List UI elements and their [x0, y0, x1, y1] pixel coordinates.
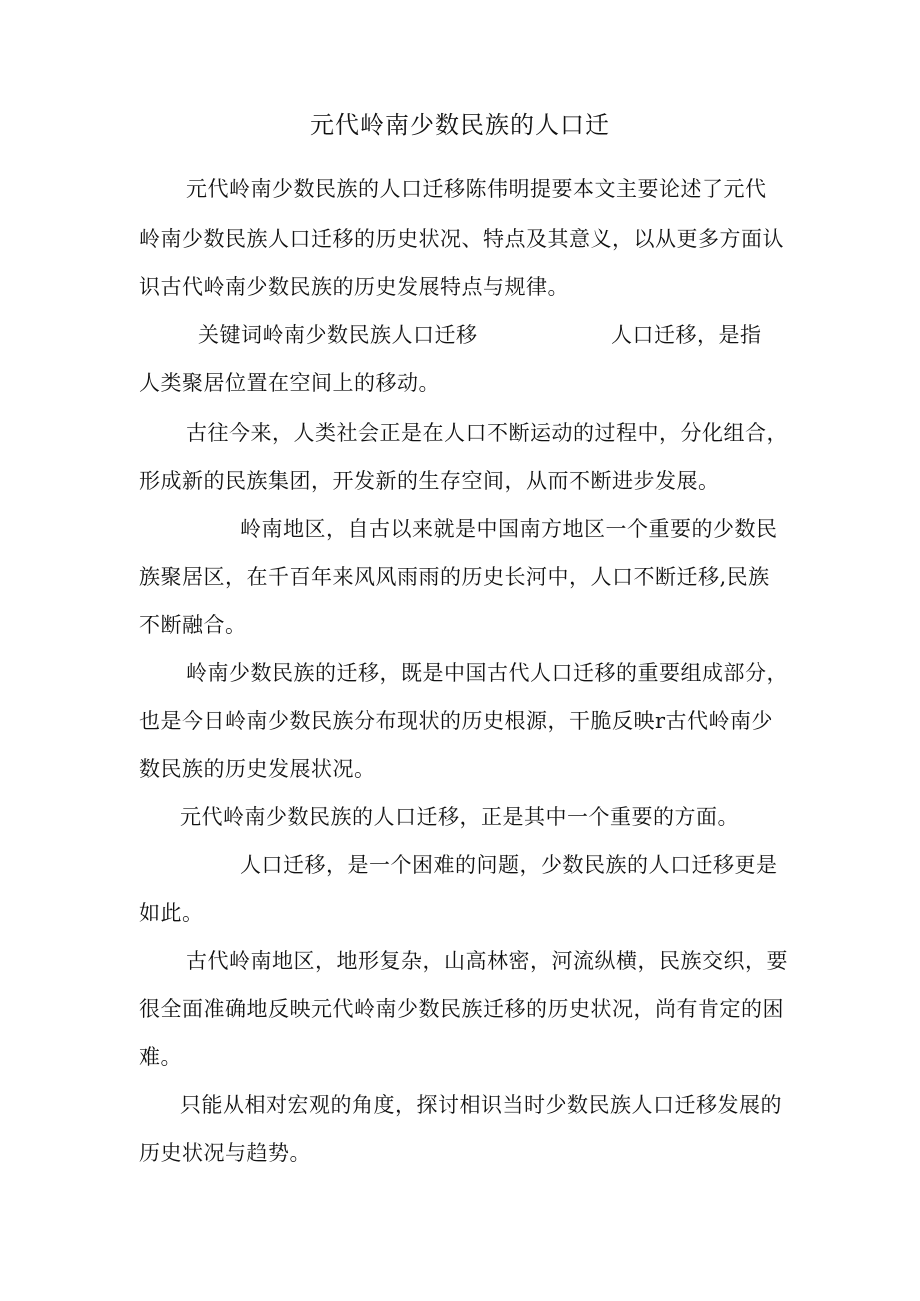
- paragraph-line: 识古代岭南少数民族的历史发展特点与规律。: [139, 275, 569, 299]
- paragraph-line: 不断融合。: [139, 613, 247, 637]
- paragraph-line: 难。: [139, 1045, 182, 1069]
- paragraph-line: 人类聚居位置在空间上的移动。: [139, 371, 440, 395]
- paragraph-line: 族聚居区，在千百年来风风雨雨的历史长河中，人口不断迁移,民族: [139, 565, 770, 589]
- paragraph-line: 古往今来，人类社会正是在人口不断运动的过程中，分化组合，: [186, 421, 788, 445]
- paragraph-line: 很全面准确地反映元代岭南少数民族迁移的历史状况，尚有肯定的困: [139, 997, 784, 1021]
- paragraph-line: 关键词岭南少数民族人口迁移: [198, 323, 478, 347]
- paragraph-line: 元代岭南少数民族的人口迁移陈伟明提要本文主要论述了元代: [186, 177, 767, 201]
- paragraph-line: 岭南地区，自古以来就是中国南方地区一个重要的少数民: [240, 517, 778, 541]
- paragraph-line: 岭南少数民族人口迁移的历史状况、特点及其意义，以从更多方面认: [139, 227, 784, 251]
- paragraph-line: 古代岭南地区，地形复杂，山高林密，河流纵横，民族交织，要: [186, 949, 788, 973]
- paragraph-line: 只能从相对宏观的角度，探讨相识当时少数民族人口迁移发展的: [180, 1093, 782, 1117]
- paragraph-line: 也是今日岭南少数民族分布现状的历史根源，干脆反映r古代岭南少: [139, 709, 774, 733]
- paragraph-line: 数民族的历史发展状况。: [139, 757, 376, 781]
- paragraph-line: 人口迁移，是一个困难的问题，少数民族的人口迁移更是: [240, 853, 778, 877]
- paragraph-line: 元代岭南少数民族的人口迁移，正是其中一个重要的方面。: [180, 805, 739, 829]
- document-title: 元代岭南少数民族的人口迁: [310, 111, 610, 139]
- paragraph-line: 人口迁移，是指: [611, 323, 762, 347]
- paragraph-line: 形成新的民族集团，开发新的生存空间，从而不断进步发展。: [139, 469, 720, 493]
- paragraph-line: 如此。: [139, 901, 204, 925]
- paragraph-line: 岭南少数民族的迁移，既是中国古代人口迁移的重要组成部分，: [186, 661, 788, 685]
- paragraph-line: 历史状况与趋势。: [139, 1141, 311, 1165]
